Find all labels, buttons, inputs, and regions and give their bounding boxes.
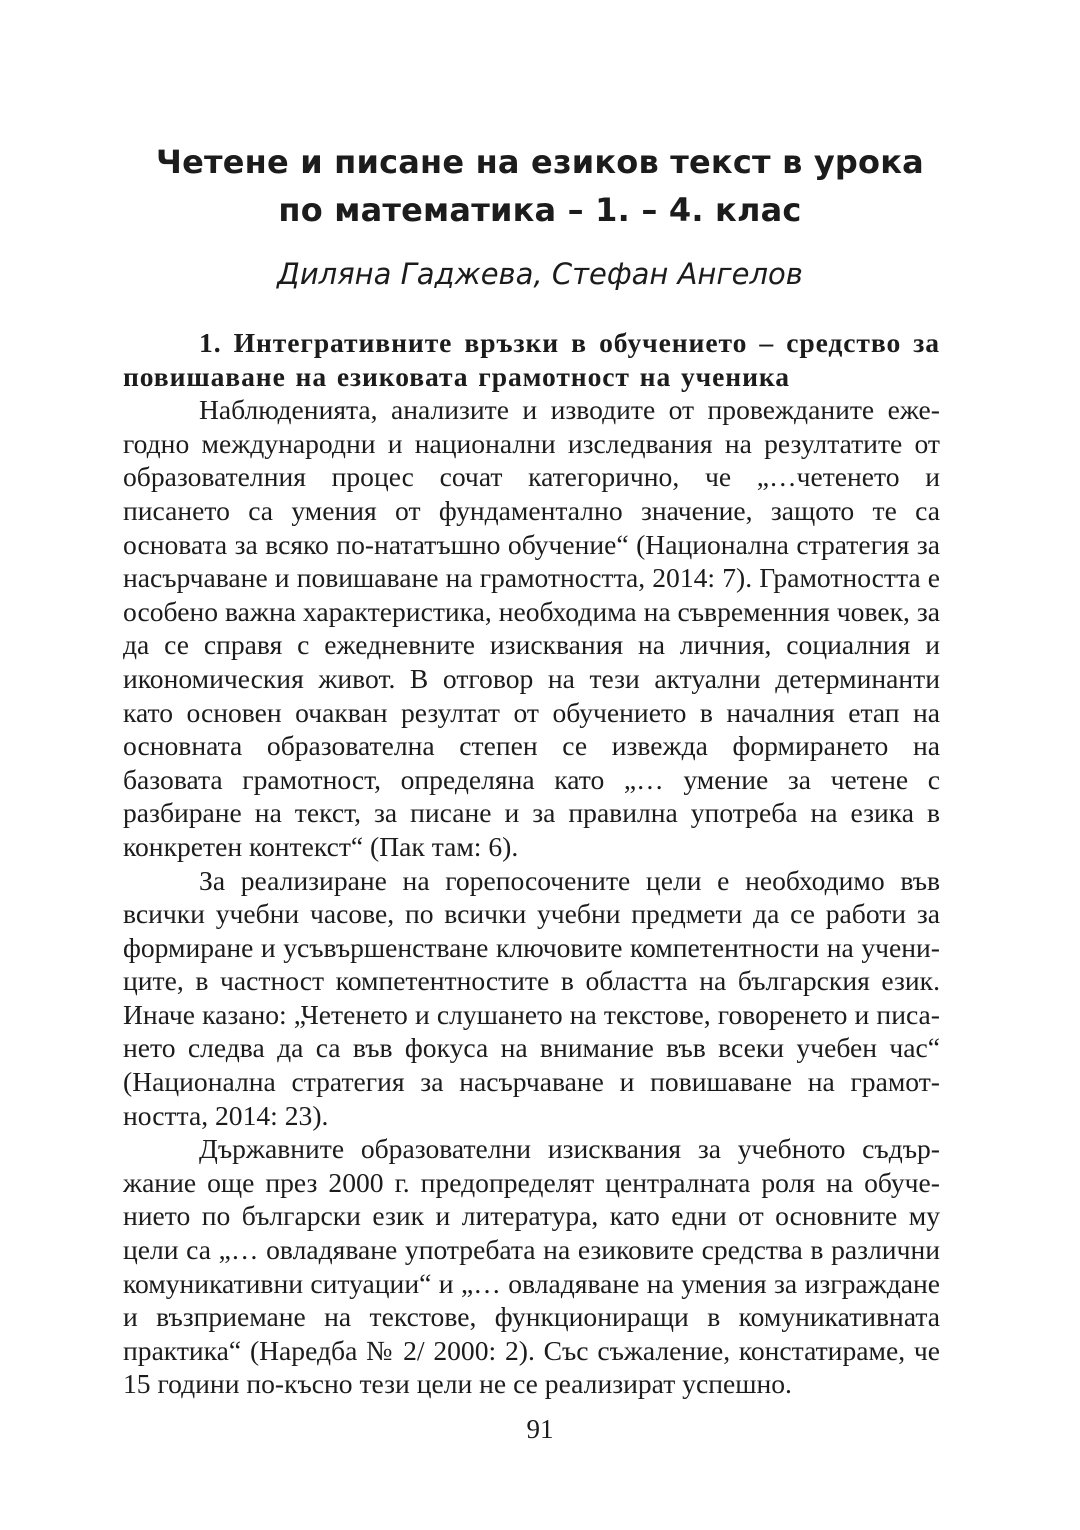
article-title-line-2: по математика – 1. – 4. клас	[278, 191, 802, 229]
page-number: 91	[526, 1414, 554, 1444]
article-title-line-1: Четене и писане на езиков текст в урока	[156, 143, 924, 181]
paragraph-2: За реализиране на горепосочените цели е необходимо във всички учебни часове, по всички учебни предмети да се работи за формиране и усъвършенстване ключовите компетентности на учениците, в частност компетентностите в областта на българския език. Иначе казано: „Четенето и слушането на текстове, говоренето и писането следва да са във фокуса на внимание във всеки учебен час“ (Национална стратегия за насърчаване и повишаване на грамотността, 2014: 23).	[123, 864, 940, 1131]
article-body	[123, 326, 940, 1401]
paragraph-3: Държавните образователни изисквания за учебното съдържание още през 2000 г. предопределят централната роля на обучението по български език и литература, като едни от основните му цели са „… овладяване употребата на езиковите средства в различни комуникативни ситуации“ и „… овладяване на умения за изграждане и възприемане на текстове, функциониращи в комуникативната практика“ (Наредба № 2/ 2000: 2). Със съжаление, констатираме, че 15 години по-късно тези цели не се реализират успешно.	[123, 1133, 940, 1400]
section-heading: 1. Интегративните връзки в обучението – средство за повишаване на езиковата грамотност на ученика	[123, 327, 940, 392]
article-title	[0, 138, 1080, 234]
paragraph-1: Наблюденията, анализите и изводите от провежданите ежегодно международни и национални изследвания на резултатите от образователния процес сочат категорично, че „…четенето и писането са умения от фундаментално значение, защото те са основата за всяко по-нататъшно обучение“ (Национална стратегия за насърчаване и повишаване на грамотността, 2014: 7). Грамотността е особено важна характеристика, необходима на съвременния човек, за да се справя с ежедневните изисквания на личния, социалния и икономическия живот. В отговор на тези актуални детерминанти като основен очакван резултат от обучението в началния етап на основната образователна степен се извежда формирането на базовата грамотност, определяна като „… умение за четене с разбиране на текст, за писане и за правилна употреба на езика в конкретен контекст“ (Пак там: 6).	[123, 394, 940, 862]
article-authors: Диляна Гаджева, Стефан Ангелов	[277, 257, 803, 291]
